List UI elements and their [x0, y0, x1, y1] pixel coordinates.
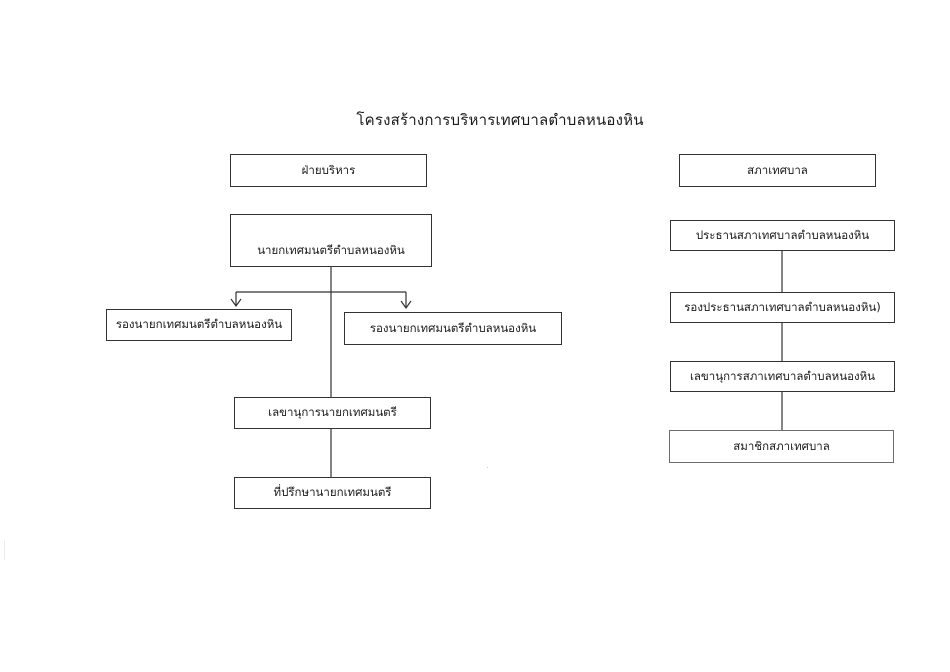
council-secretary-box: เลขานุการสภาเทศบาลตำบลหนองหิน — [670, 361, 895, 392]
council-vice-president-box: รองประธานสภาเทศบาลตำบลหนองหิน) — [670, 292, 895, 323]
mayor-secretary-box: เลขานุการนายกเทศมนตรี — [234, 397, 431, 429]
mayor-box: นายกเทศมนตรีตำบลหนองหิน — [230, 214, 432, 267]
mayor-advisor-box: ที่ปรึกษานายกเทศมนตรี — [234, 477, 431, 509]
deputy-mayor-left-box: รองนายกเทศมนตรีตำบลหนองหิน — [106, 309, 292, 341]
executive-header-box: ฝ่ายบริหาร — [230, 154, 427, 187]
council-members-box: สมาชิกสภาเทศบาล — [669, 430, 894, 463]
council-president-box: ประธานสภาเทศบาลตำบลหนองหิน — [670, 220, 895, 251]
scan-speck — [487, 467, 488, 468]
chart-title: โครงสร้างการบริหารเทศบาลตำบลหนองหิน — [356, 111, 644, 129]
council-header-box: สภาเทศบาล — [679, 154, 876, 187]
scan-speck — [4, 540, 5, 560]
deputy-mayor-right-box: รองนายกเทศมนตรีตำบลหนองหิน — [344, 312, 562, 345]
